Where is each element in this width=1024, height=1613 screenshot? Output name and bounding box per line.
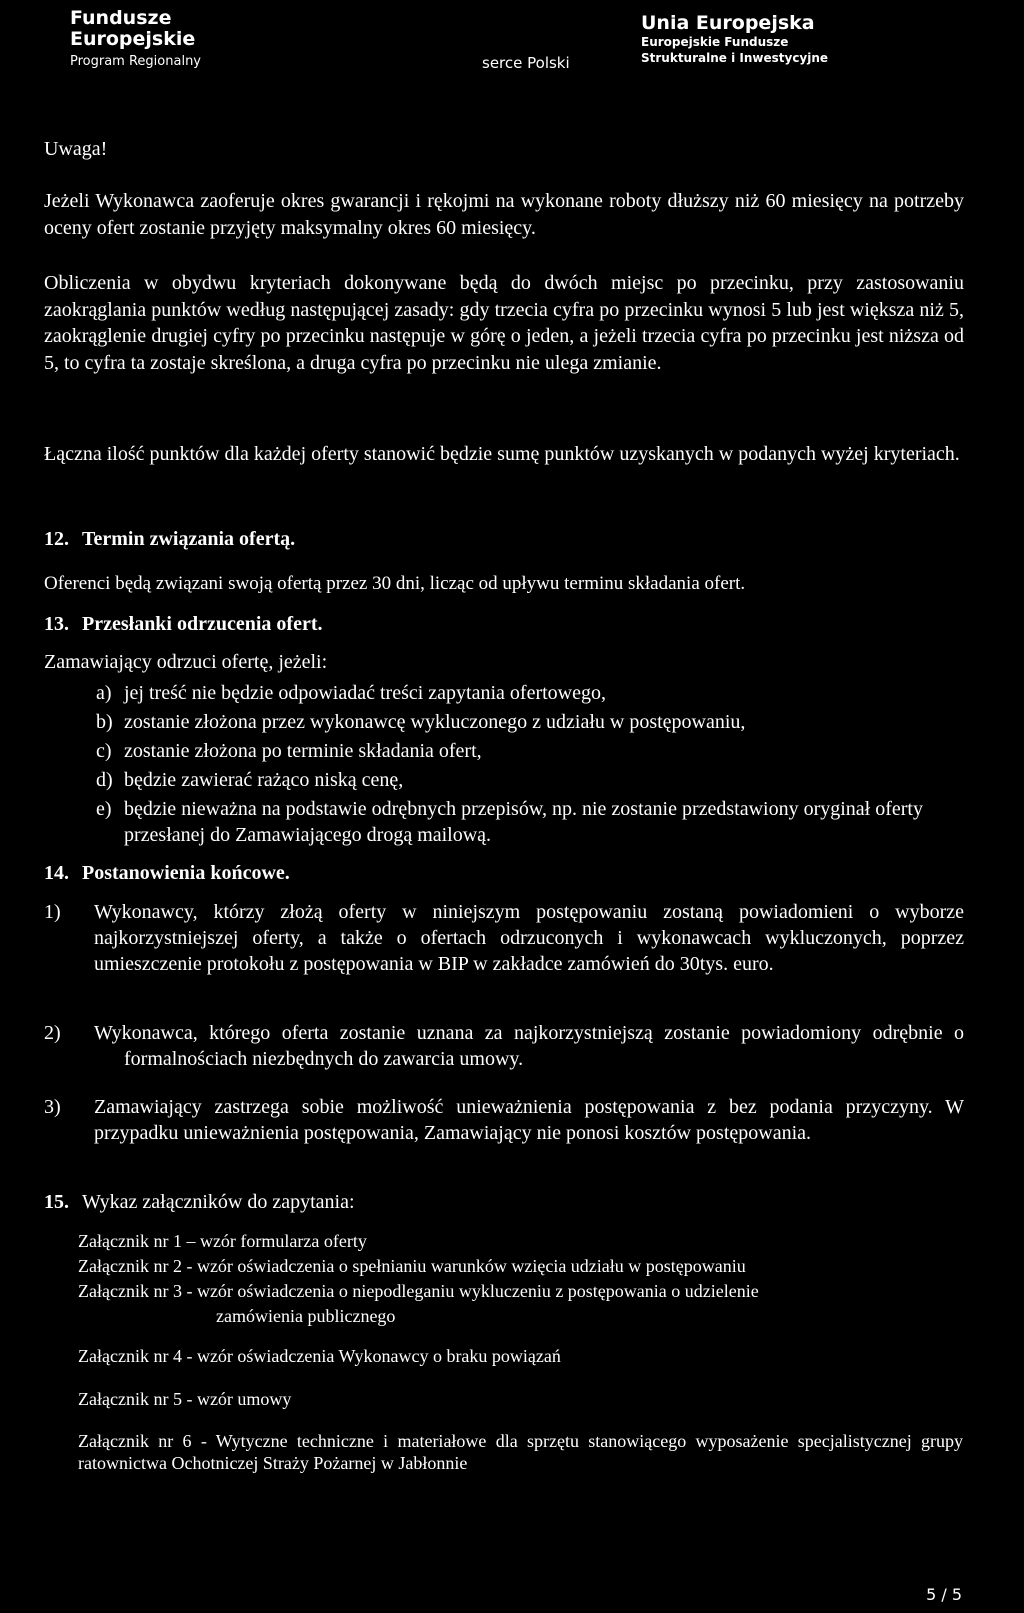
attachment-3-continued: zamówienia publicznego — [216, 1306, 396, 1326]
section-12-heading — [44, 526, 295, 552]
final-provision-3 — [44, 1094, 964, 1146]
reject-item-a — [96, 680, 966, 706]
header-right-line3: Strukturalne i Inwestycyjne — [641, 51, 829, 65]
attachment-4: Załącznik nr 4 - wzór oświadczenia Wykonawcy o braku powiązań — [78, 1346, 561, 1366]
section-14-number: 14. — [44, 862, 69, 884]
final-provision-1 — [44, 899, 964, 977]
reject-item-d-label: d) — [96, 769, 113, 791]
attachment-6: Załącznik nr 6 - Wytyczne techniczne i materiałowe dla sprzętu stanowiącego wyposażenie specjalistycznej grupy ratownictwa Ochotniczej Straży Pożarnej w Jabłonnie — [78, 1431, 963, 1473]
header-fe-logo — [70, 8, 201, 71]
reject-item-a-text: jej treść nie będzie odpowiadać treści zapytania ofertowego, — [124, 682, 607, 704]
section-12-title: Termin związania ofertą. — [82, 528, 296, 550]
reject-item-e-label: e) — [96, 798, 112, 820]
reject-item-d — [96, 767, 966, 793]
header-left-line1: Fundusze — [70, 7, 172, 29]
section-15-heading — [44, 1189, 355, 1215]
final-provision-3-label: 3) — [44, 1096, 61, 1118]
reject-item-a-label: a) — [96, 682, 112, 704]
header-left-line2: Europejskie — [70, 28, 196, 50]
reject-item-b — [96, 709, 966, 735]
header-right-line2: Europejskie Fundusze — [641, 35, 789, 49]
header-eu-logo — [641, 12, 828, 66]
section-14-title: Postanowienia końcowe. — [82, 862, 290, 884]
section-13-lead: Zamawiający odrzuci ofertę, jeżeli: — [44, 651, 328, 673]
final-provision-1-text: Wykonawcy, którzy złożą oferty w niniejszym postępowaniu zostaną powiadomieni o wyborze najkorzystniejszej oferty, a także o ofertach odrzuconych i wykonawcach wykluczonych, poprzez umieszczenie protokołu z postępowania w BIP w zakładce zamówień do 30tys. euro. — [94, 901, 964, 975]
section-15-number: 15. — [44, 1191, 69, 1213]
attachment-5: Załącznik nr 5 - wzór umowy — [78, 1389, 292, 1409]
reject-item-b-text: zostanie złożona przez wykonawcę wykluczonego z udziału w postępowaniu, — [124, 711, 746, 733]
rounding-paragraph: Obliczenia w obydwu kryteriach dokonywane będą do dwóch miejsc po przecinku, przy zastosowaniu zaokrąglania punktów według następującej zasady: gdy trzecia cyfra po przecinku wynosi 5 lub jest większa niż 5, zaokrąglenie drugiej cyfry po przecinku następuje w górę o jeden, a jeżeli trzecia cyfra po przecinku jest niższa od 5, to cyfra ta zostaje skreślona, a druga cyfra po przecinku nie ulega zmianie. — [44, 272, 964, 374]
final-provision-2 — [44, 1020, 964, 1072]
section-13-title: Przesłanki odrzucenia ofert. — [82, 613, 323, 635]
page-number: 5 / 5 — [926, 1585, 962, 1604]
header-left-line3: Program Regionalny — [70, 54, 201, 69]
header-middle: serce Polski — [482, 54, 570, 72]
total-points-paragraph: Łączna ilość punktów dla każdej oferty stanowić będzie sumę punktów uzyskanych w podanych wyżej kryteriach. — [44, 443, 960, 465]
final-provision-2-label: 2) — [44, 1022, 61, 1044]
final-provision-3-text: Zamawiający zastrzega sobie możliwość unieważnienia postępowania z bez podania przyczyny. W przypadku unieważnienia postępowania, Zamawiający nie ponosi kosztów postępowania. — [94, 1096, 964, 1144]
attachment-1: Załącznik nr 1 – wzór formularza oferty — [78, 1231, 367, 1251]
warranty-paragraph: Jeżeli Wykonawca zaoferuje okres gwarancji i rękojmi na wykonane roboty dłuższy niż 60 miesięcy na potrzeby oceny ofert zostanie przyjęty maksymalny okres 60 miesięcy. — [44, 190, 964, 239]
reject-item-b-label: b) — [96, 711, 113, 733]
reject-item-d-text: będzie zawierać rażąco niską cenę, — [124, 769, 404, 791]
reject-item-e-text: będzie nieważna na podstawie odrębnych przepisów, np. nie zostanie przedstawiony oryginał oferty przesłanej do Zamawiającego drogą mailową. — [124, 798, 923, 846]
attachment-2: Załącznik nr 2 - wzór oświadczenia o spełnianiu warunków wzięcia udziału w postępowaniu — [78, 1256, 746, 1276]
attachment-3: Załącznik nr 3 - wzór oświadczenia o niepodleganiu wykluczeniu z postępowania o udzielenie — [78, 1281, 759, 1301]
reject-item-e — [96, 796, 966, 848]
final-provision-2-text: Wykonawca, którego oferta zostanie uznana za najkorzystniejszą zostanie powiadomiony odrębnie o formalnościach niezbędnych do zawarcia umowy. — [94, 1022, 964, 1070]
section-12-text: Oferenci będą związani swoją ofertą przez 30 dni, licząc od upływu terminu składania ofert. — [44, 573, 746, 594]
section-14-heading — [44, 860, 290, 886]
reject-item-c-text: zostanie złożona po terminie składania ofert, — [124, 740, 482, 762]
note-heading: Uwaga! — [44, 138, 108, 160]
final-provision-1-label: 1) — [44, 901, 61, 923]
reject-item-c-label: c) — [96, 740, 112, 762]
section-13-number: 13. — [44, 613, 69, 635]
reject-item-c — [96, 738, 966, 764]
section-13-heading — [44, 611, 323, 637]
section-15-title: Wykaz załączników do zapytania: — [82, 1191, 355, 1213]
header-right-line1: Unia Europejska — [641, 12, 815, 34]
section-12-number: 12. — [44, 528, 69, 550]
